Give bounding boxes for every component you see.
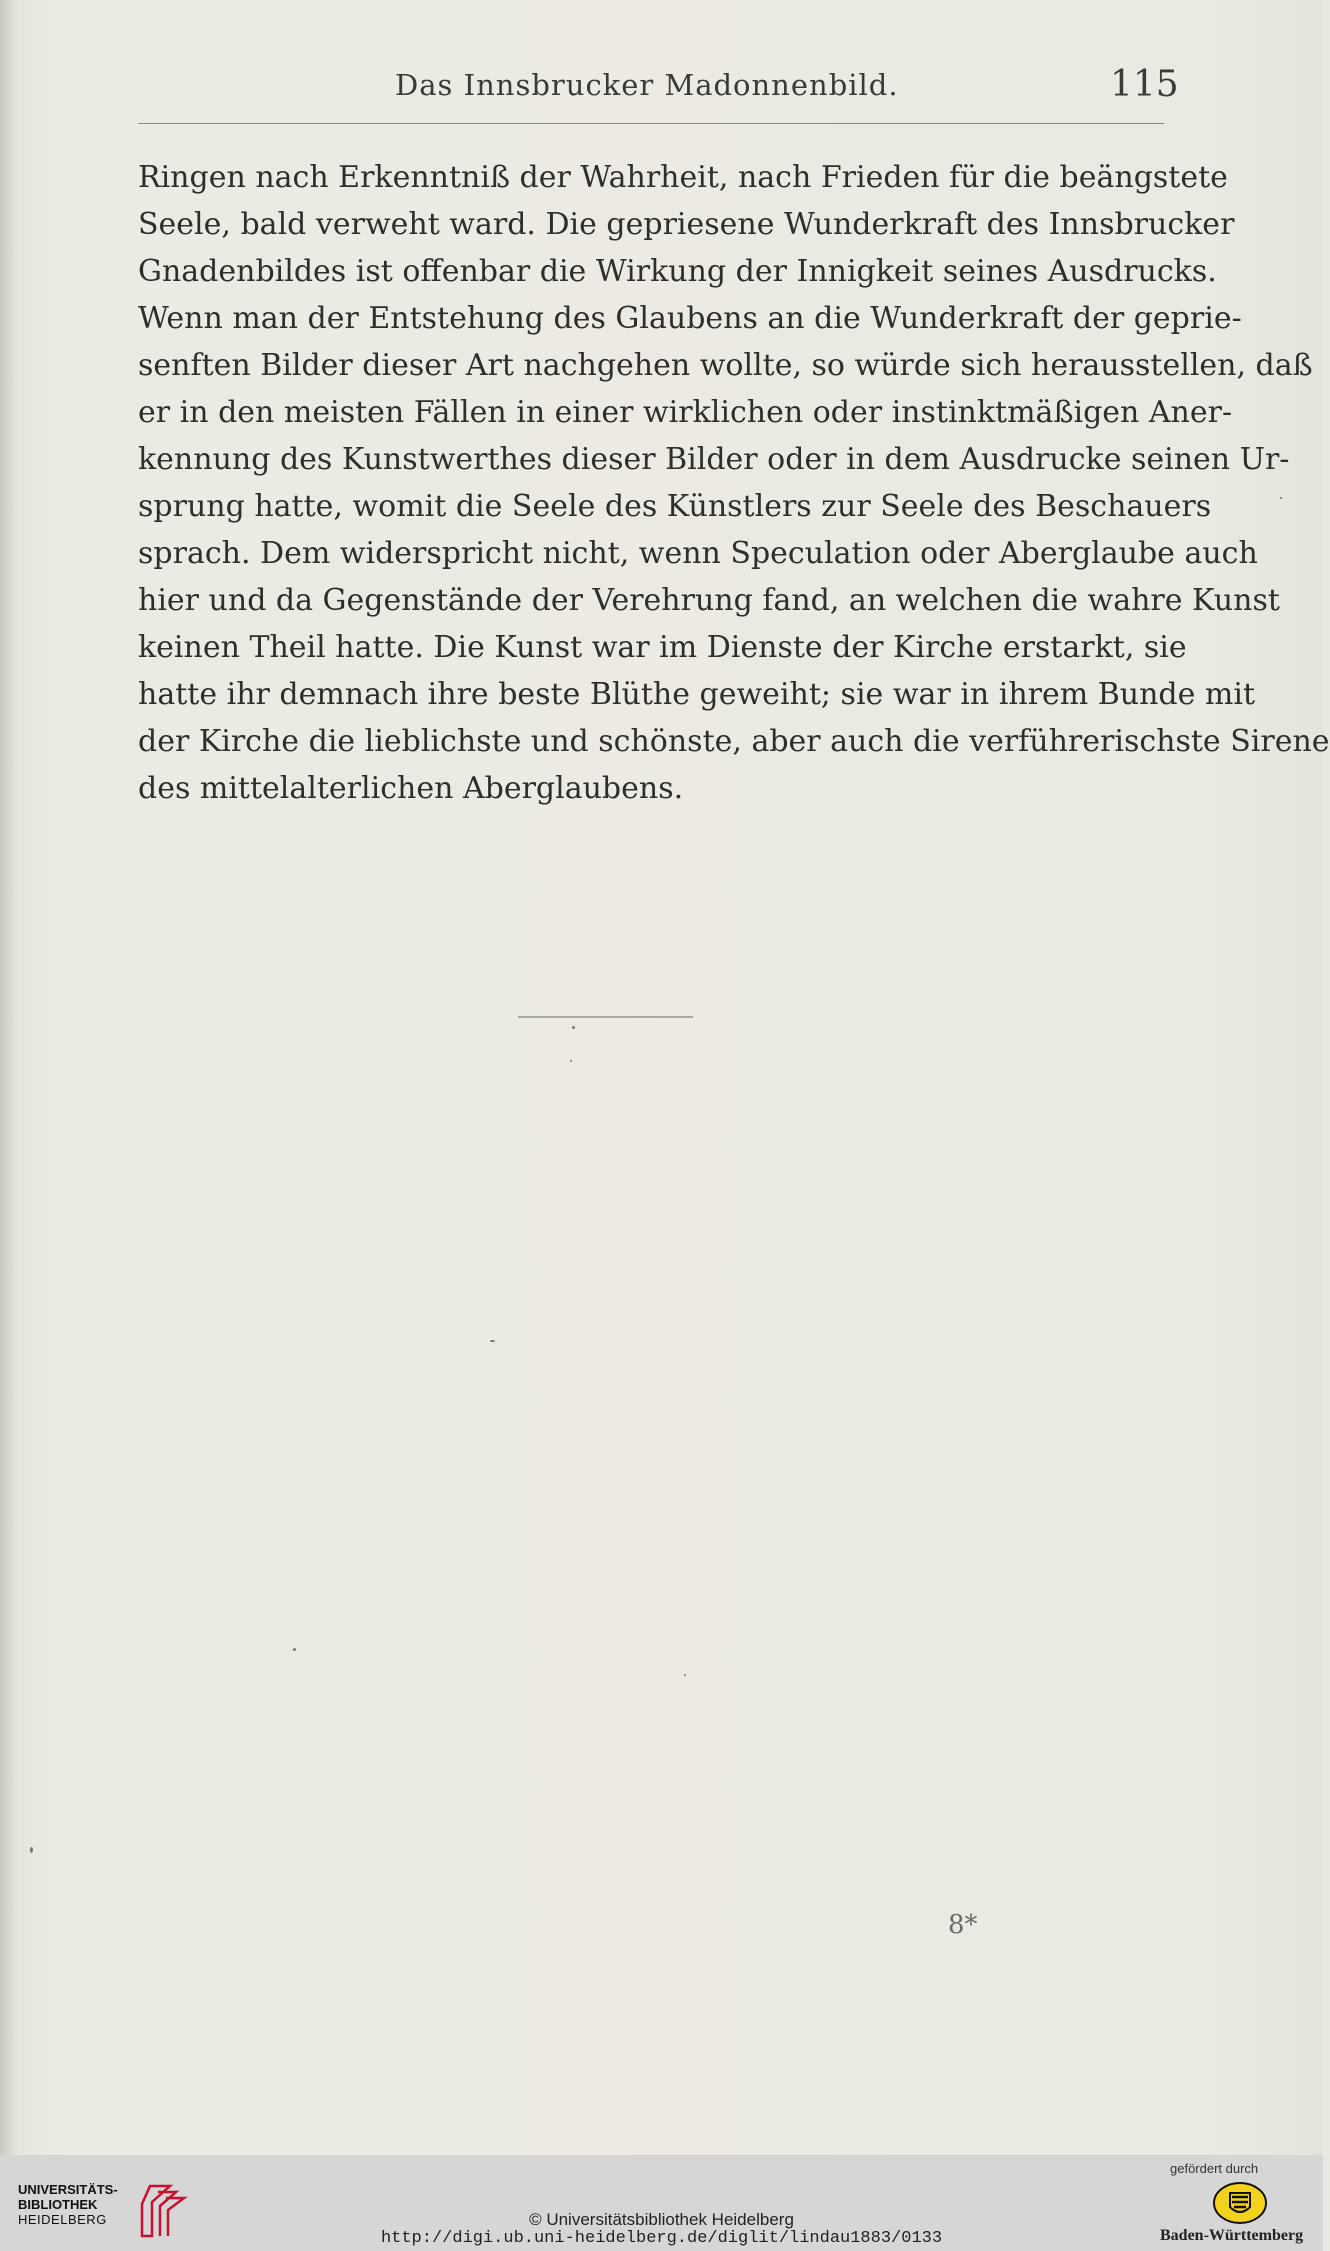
sponsor-logo[interactable] <box>1160 2161 1310 2249</box>
page-binding-edge <box>0 0 14 2155</box>
text-line: Ringen nach Erkenntniß der Wahrheit, nach Frieden für die beängstete <box>138 160 1228 195</box>
text-line: kennung des Kunstwerthes dieser Bilder oder in dem Ausdrucke seinen Ur- <box>138 442 1290 477</box>
text-line: keinen Theil hatte. Die Kunst war im Dienste der Kirche erstarkt, sie <box>138 630 1187 665</box>
text-line: Gnadenbildes ist offenbar die Wirkung der Innigkeit seines Ausdrucks. <box>138 254 1217 289</box>
scan-speck <box>572 1026 575 1029</box>
copyright-notice: © Universitätsbibliothek Heidelberg <box>529 2210 794 2229</box>
text-line: sprach. Dem widerspricht nicht, wenn Speculation oder Aberglaube auch <box>138 536 1258 571</box>
scan-speck <box>293 1648 296 1651</box>
text-line: sprung hatte, womit die Seele des Künstlers zur Seele des Beschauers <box>138 489 1212 524</box>
text-line: der Kirche die lieblichste und schönste, aber auch die verführerischste Sirene <box>138 724 1330 759</box>
library-logo-line: BIBLIOTHEK <box>18 2197 98 2212</box>
sponsor-name: Baden-Württemberg <box>1160 2227 1304 2244</box>
text-line: Wenn man der Entstehung des Glaubens an die Wunderkraft der geprie- <box>138 301 1242 336</box>
text-line: senften Bilder dieser Art nachgehen wollte, so würde sich herausstellen, daß <box>138 348 1313 383</box>
library-logo-line: HEIDELBERG <box>18 2212 107 2227</box>
scan-speck <box>490 1340 495 1342</box>
scan-speck <box>684 1674 686 1676</box>
library-logo-line: UNIVERSITÄTS- <box>18 2182 118 2197</box>
page-number: 115 <box>1110 64 1179 105</box>
text-line: Seele, bald verweht ward. Die gepriesene Wunderkraft des Innsbrucker <box>138 207 1235 242</box>
scan-speck <box>1280 497 1282 499</box>
scan-speck <box>570 1060 572 1062</box>
footer-bar <box>0 2155 1323 2251</box>
body-paragraph <box>138 154 1330 812</box>
text-line: des mittelalterlichen Aberglaubens. <box>138 771 684 806</box>
text-line: hatte ihr demnach ihre beste Blüthe geweiht; sie war in ihrem Bunde mit <box>138 677 1256 712</box>
text-line: hier und da Gegenstände der Verehrung fand, an welchen die wahre Kunst <box>138 583 1280 618</box>
state-emblem-icon <box>1212 2181 1268 2225</box>
header-rule <box>138 123 1164 124</box>
section-divider <box>518 1016 693 1018</box>
running-title: Das Innsbrucker Madonnenbild. <box>395 68 899 102</box>
scan-speck <box>30 1847 33 1853</box>
permalink-url[interactable]: http://digi.ub.uni-heidelberg.de/diglit/lindau1883/0133 <box>380 2229 943 2248</box>
signature-mark: 8* <box>948 1910 978 1940</box>
text-line: er in den meisten Fällen in einer wirklichen oder instinktmäßigen Aner- <box>138 395 1233 430</box>
sponsor-label: gefördert durch <box>1170 2161 1259 2176</box>
